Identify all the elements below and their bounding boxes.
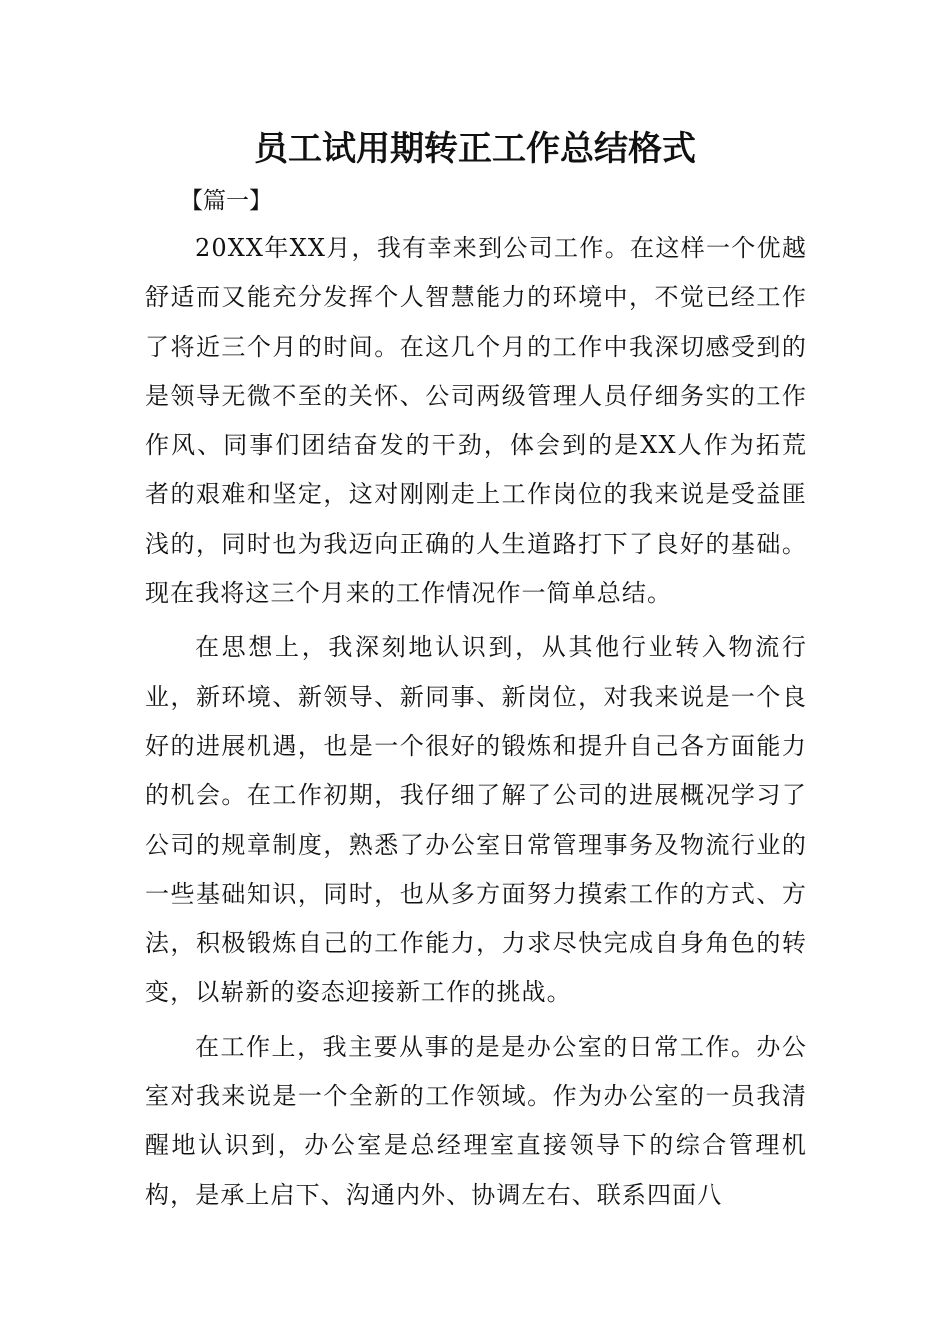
document-title: 员工试用期转正工作总结格式 xyxy=(254,129,696,169)
document-body xyxy=(145,224,807,1225)
section-label: 【篇一】 xyxy=(180,188,272,214)
paragraph-1: 20XX年XX月，我有幸来到公司工作。在这样一个优越舒适而又能充分发挥个人智慧能力的环境中，不觉已经工作了将近三个月的时间。在这几个月的工作中我深切感受到的是领导无微不至的关怀、公司两级管理人员仔细务实的工作作风、同事们团结奋发的干劲，体会到的是XX人作为拓荒者的艰难和坚定，这对刚刚走上工作岗位的我来说是受益匪浅的，同时也为我迈向正确的人生道路打下了良好的基础。现在我将这三个月来的工作情况作一简单总结。 xyxy=(145,234,807,608)
paragraph-2: 在思想上，我深刻地认识到，从其他行业转入物流行业，新环境、新领导、新同事、新岗位，对我来说是一个良好的进展机遇，也是一个很好的锻炼和提升自己各方面能力的机会。在工作初期，我仔细了解了公司的进展概况学习了公司的规章制度，熟悉了办公室日常管理事务及物流行业的一些基础知识，同时，也从多方面努力摸索工作的方式、方法，积极锻炼自己的工作能力，力求尽快完成自身角色的转变，以崭新的姿态迎接新工作的挑战。 xyxy=(145,633,807,1007)
paragraph-3: 在工作上，我主要从事的是是办公室的日常工作。办公室对我来说是一个全新的工作领域。作为办公室的一员我清醒地认识到，办公室是总经理室直接领导下的综合管理机构，是承上启下、沟通内外、协调左右、联系四面八 xyxy=(145,1032,807,1209)
